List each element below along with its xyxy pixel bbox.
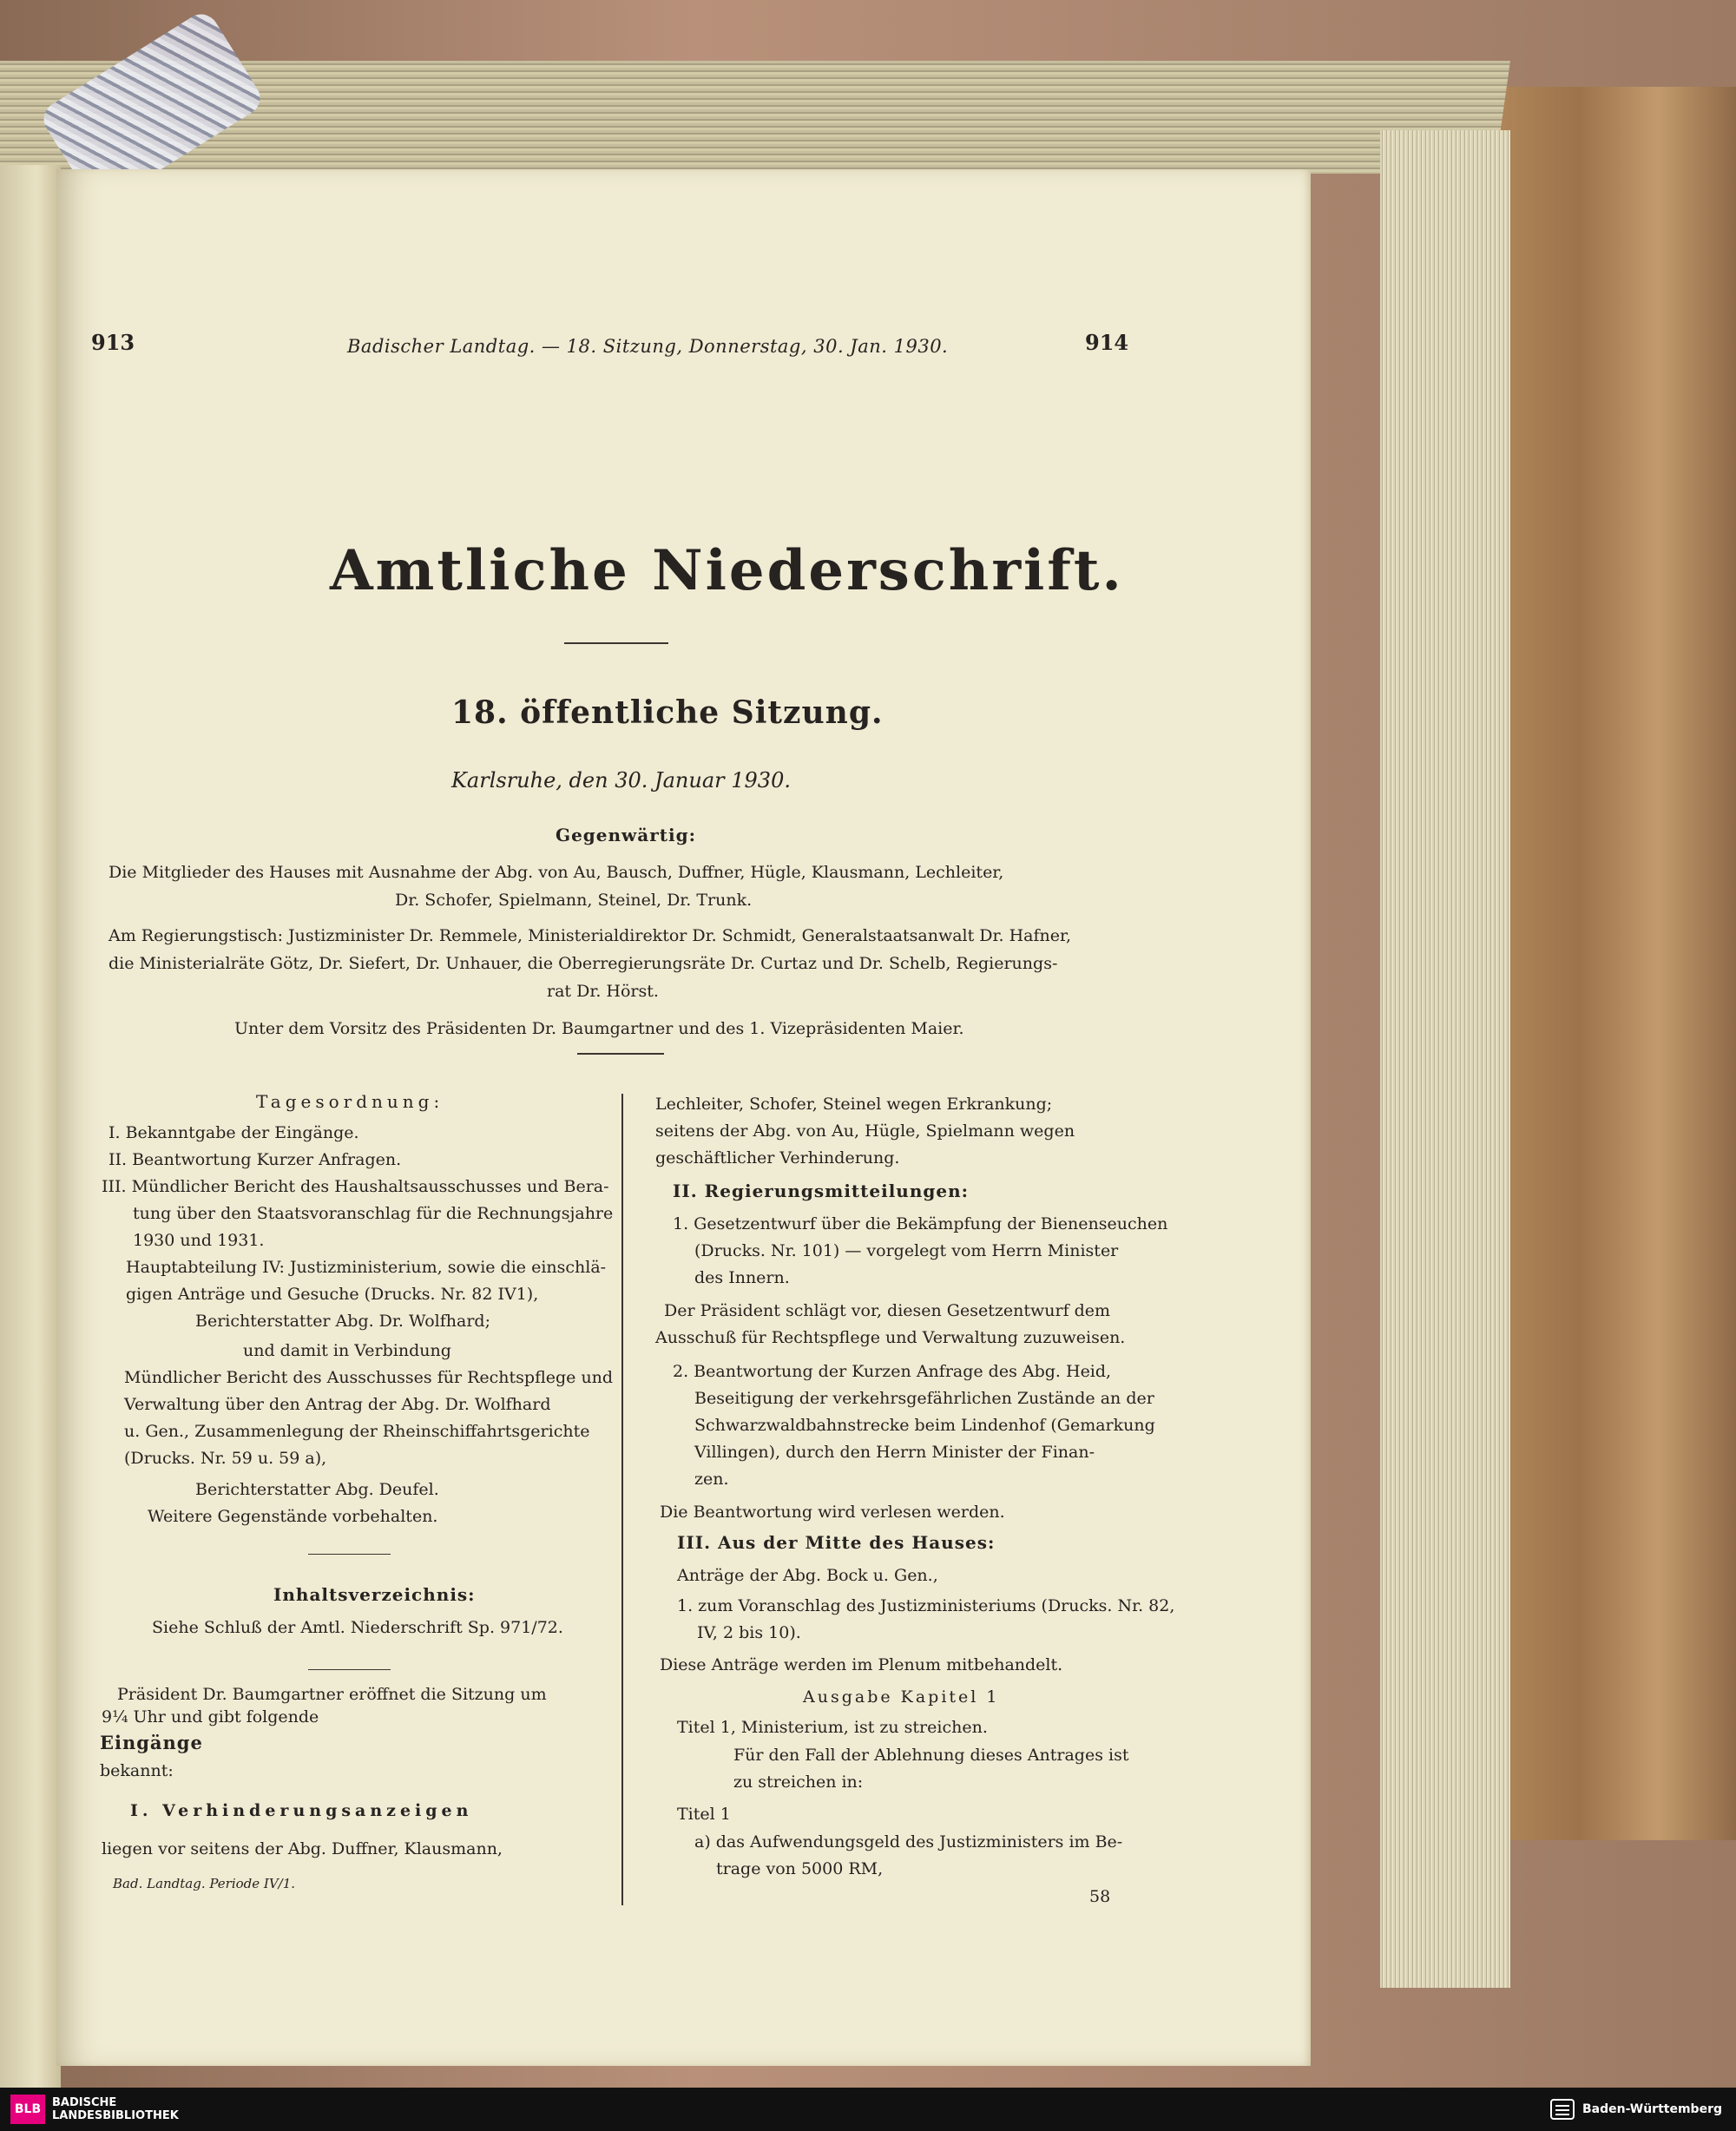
agenda-line: Hauptabteilung IV: Justizministerium, sowie die einschlä-	[126, 1258, 607, 1277]
agenda-line: Weitere Gegenstände vorbehalten.	[148, 1507, 438, 1526]
gov-item-line: 2. Beantwortung der Kurzen Anfrage des Abg. Heid,	[673, 1362, 1112, 1381]
agenda-line: und damit in Verbindung	[243, 1341, 451, 1360]
item-a-line: trage von 5000 RM,	[716, 1859, 884, 1878]
gov-item-line: des Innern.	[694, 1268, 790, 1287]
proposal-line: Der Präsident schlägt vor, diesen Gesetzentwurf dem	[664, 1301, 1111, 1320]
book-cover-edge	[1476, 87, 1736, 1840]
signature-number: 58	[1089, 1887, 1111, 1906]
agenda-line: Verwaltung über den Antrag der Abg. Dr. Wolfhard	[124, 1395, 551, 1414]
government-line: die Ministerialräte Götz, Dr. Siefert, Dr. Unhauer, die Oberregierungsräte Dr. Curtaz und Dr. Schelb, Regierungs-	[108, 954, 1058, 973]
library-name-line: LANDESBIBLIOTHEK	[52, 2109, 179, 2122]
motions-intro: Anträge der Abg. Bock u. Gen.,	[677, 1566, 938, 1585]
house-heading: III. Aus der Mitte des Hauses:	[677, 1532, 996, 1553]
titel-label: Titel 1	[677, 1805, 731, 1824]
agenda-line: III. Mündlicher Bericht des Haushaltsausschusses und Bera-	[102, 1177, 609, 1196]
left-page-number: 913	[91, 330, 135, 355]
agenda-line: (Drucks. Nr. 59 u. 59 a),	[124, 1449, 327, 1468]
column-divider	[621, 1094, 623, 1905]
agenda-line: gigen Anträge und Gesuche (Drucks. Nr. 82 IV1),	[126, 1285, 539, 1304]
agenda-line: Berichterstatter Abg. Deufel.	[195, 1480, 439, 1499]
absence-line: liegen vor seitens der Abg. Duffner, Klausmann,	[102, 1839, 503, 1858]
gov-item-line: Villingen), durch den Herrn Minister der Finan-	[694, 1443, 1095, 1462]
item-a-line: a) das Aufwendungsgeld des Justizministers im Be-	[694, 1832, 1123, 1851]
document-page	[56, 169, 1311, 2066]
viewer-footer	[0, 2088, 1736, 2131]
motion-line: 1. zum Voranschlag des Justizministeriums (Drucks. Nr. 82,	[677, 1596, 1175, 1615]
government-line: rat Dr. Hörst.	[547, 982, 659, 1001]
absence-line: geschäftlicher Verhinderung.	[655, 1148, 900, 1167]
gov-item-line: Beseitigung der verkehrsgefährlichen Zustände an der	[694, 1389, 1154, 1408]
opening-line: 9¼ Uhr und gibt folgende	[102, 1707, 319, 1727]
agenda-line: u. Gen., Zusammenlegung der Rheinschiffahrtsgerichte	[124, 1422, 590, 1441]
chair-line: Unter dem Vorsitz des Präsidenten Dr. Baumgartner und des 1. Vizepräsidenten Maier.	[234, 1019, 964, 1038]
present-heading: Gegenwärtig:	[556, 825, 696, 845]
contents-heading: Inhaltsverzeichnis:	[273, 1584, 476, 1605]
state-branding[interactable]	[1549, 2097, 1722, 2121]
gov-item-line: 1. Gesetzentwurf über die Bekämpfung der Bienenseuchen	[673, 1214, 1168, 1233]
right-page-number: 914	[1085, 330, 1129, 355]
blb-logo: BLB	[10, 2095, 45, 2124]
title-line: Titel 1, Ministerium, ist zu streichen.	[677, 1718, 988, 1737]
session-title: 18. öffentliche Sitzung.	[451, 694, 884, 731]
section-divider	[308, 1554, 391, 1555]
gov-heading: II. Regierungsmitteilungen:	[673, 1181, 970, 1201]
members-line: Die Mitglieder des Hauses mit Ausnahme der Abg. von Au, Bausch, Duffner, Hügle, Klausmann, Lechleiter,	[108, 863, 1004, 882]
footnote: Bad. Landtag. Periode IV/1.	[113, 1876, 296, 1891]
left-page-edge	[0, 165, 61, 2088]
fallback-line: zu streichen in:	[733, 1773, 864, 1792]
title-divider	[564, 642, 668, 644]
agenda-line: tung über den Staatsvoranschlag für die Rechnungsjahre	[133, 1204, 614, 1223]
known-label: bekannt:	[100, 1761, 174, 1780]
absence-line: Lechleiter, Schofer, Steinel wegen Erkrankung;	[655, 1095, 1053, 1114]
gov-item-line: Schwarzwaldbahnstrecke beim Lindenhof (Gemarkung	[694, 1416, 1155, 1435]
contents-line: Siehe Schluß der Amtl. Niederschrift Sp. 971/72.	[152, 1618, 563, 1637]
chapter-heading: Ausgabe Kapitel 1	[803, 1687, 1000, 1707]
gov-item-line: zen.	[694, 1470, 729, 1489]
absence-line: seitens der Abg. von Au, Hügle, Spielmann wegen	[655, 1121, 1075, 1141]
state-name: Baden-Württemberg	[1581, 2102, 1722, 2116]
gov-item-line: (Drucks. Nr. 101) — vorgelegt vom Herrn Minister	[694, 1241, 1119, 1260]
read-out-line: Die Beantwortung wird verlesen werden.	[660, 1503, 1005, 1522]
running-title: Badischer Landtag. — 18. Sitzung, Donnerstag, 30. Jan. 1930.	[347, 336, 949, 357]
section-divider	[577, 1053, 664, 1055]
agenda-line: II. Beantwortung Kurzer Anfragen.	[108, 1150, 402, 1169]
members-line: Dr. Schofer, Spielmann, Steinel, Dr. Trunk.	[395, 891, 753, 910]
lion-crest-icon	[1549, 2097, 1575, 2121]
agenda-line: Mündlicher Bericht des Ausschusses für Rechtspflege und	[124, 1368, 614, 1387]
government-line: Am Regierungstisch: Justizminister Dr. Remmele, Ministerialdirektor Dr. Schmidt, Generalstaatsanwalt Dr. Hafner,	[108, 926, 1072, 945]
agenda-heading: Tagesordnung:	[256, 1091, 444, 1112]
page-title: Amtliche Niederschrift.	[330, 538, 1124, 603]
fallback-line: Für den Fall der Ablehnung dieses Antrages ist	[733, 1746, 1129, 1765]
absence-heading: I. Verhinderungsanzeigen	[130, 1801, 473, 1820]
agenda-line: 1930 und 1931.	[133, 1231, 265, 1250]
motion-line: IV, 2 bis 10).	[697, 1623, 801, 1642]
library-name	[52, 2096, 179, 2122]
place-date: Karlsruhe, den 30. Januar 1930.	[451, 768, 791, 793]
opening-line: Präsident Dr. Baumgartner eröffnet die Sitzung um	[117, 1685, 547, 1704]
agenda-line: I. Bekanntgabe der Eingänge.	[108, 1123, 359, 1142]
library-branding[interactable]	[10, 2095, 179, 2124]
plenum-line: Diese Anträge werden im Plenum mitbehandelt.	[660, 1655, 1063, 1674]
agenda-line: Berichterstatter Abg. Dr. Wolfhard;	[195, 1312, 490, 1331]
incoming-heading: Eingänge	[100, 1732, 203, 1753]
library-name-line: BADISCHE	[52, 2096, 117, 2109]
section-divider	[308, 1669, 391, 1670]
book-page-stack	[1380, 130, 1510, 1988]
proposal-line: Ausschuß für Rechtspflege und Verwaltung zuzuweisen.	[655, 1328, 1126, 1347]
